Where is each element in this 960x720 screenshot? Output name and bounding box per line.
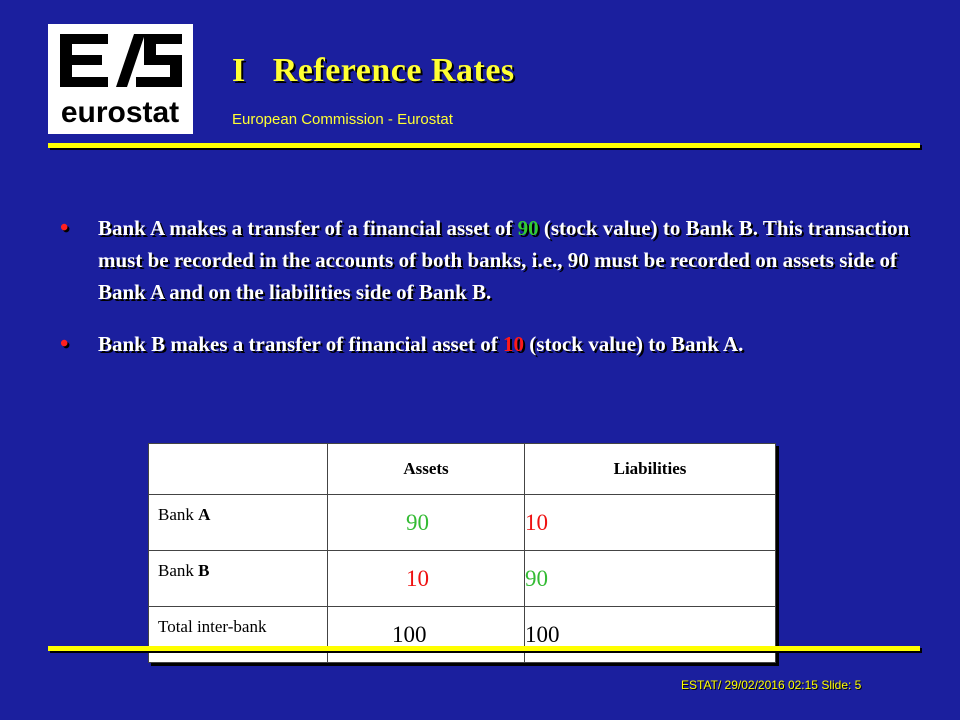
bank-a-liabilities: 10: [525, 495, 776, 551]
header-empty-cell: [149, 444, 328, 495]
table-row-bank-b: [149, 551, 776, 607]
table-row-total: [149, 607, 776, 663]
bullet-2-highlight-value: 10: [503, 332, 525, 356]
top-divider: [48, 143, 920, 148]
slide-footer: ESTAT/ 29/02/2016 02:15 Slide: 5: [681, 678, 862, 692]
bank-a-assets: 90: [328, 495, 525, 551]
row-label-bank-b: Bank B: [149, 551, 328, 607]
eurostat-logo-icon: [50, 26, 191, 132]
bullet-1-text-start: Bank A makes a transfer of a financial asset of: [98, 216, 518, 240]
table-row-bank-a: [149, 495, 776, 551]
bullet-2-text-start: Bank B makes a transfer of financial asset of: [98, 332, 504, 356]
total-liabilities: 100: [525, 607, 776, 663]
logo-wordmark: eurostat: [60, 96, 180, 129]
header-assets: Assets: [328, 444, 525, 495]
bullet-item-2: [60, 328, 930, 360]
eurostat-logo: [48, 24, 193, 134]
total-assets: 100: [328, 607, 525, 663]
bullet-1-highlight-value: 90: [517, 216, 539, 240]
bullet-2-text-end: (stock value) to Bank A.: [524, 332, 744, 356]
bottom-divider: [48, 646, 920, 651]
row-label-total: Total inter-bank: [149, 607, 328, 663]
bullet-dot-icon: •: [60, 331, 69, 357]
table-header-row: [149, 444, 776, 495]
header-liabilities: Liabilities: [525, 444, 776, 495]
bullet-list: [60, 212, 930, 360]
row-label-bank-a: Bank A: [149, 495, 328, 551]
bullet-dot-icon: •: [60, 215, 69, 241]
bank-b-liabilities: 90: [525, 551, 776, 607]
interbank-table: [148, 443, 776, 663]
slide-subtitle: European Commission - Eurostat: [232, 111, 453, 128]
bank-b-assets: 10: [328, 551, 525, 607]
bullet-item-1: [60, 212, 930, 308]
bullet-1-text-end: (stock value) to Bank B. This transaction must be recorded in the accounts of both banks, i.e., 90 must be recorded on assets side of Bank A and on the liabilities side of Bank B.: [98, 216, 910, 304]
slide-title: I Reference Rates: [232, 52, 515, 89]
